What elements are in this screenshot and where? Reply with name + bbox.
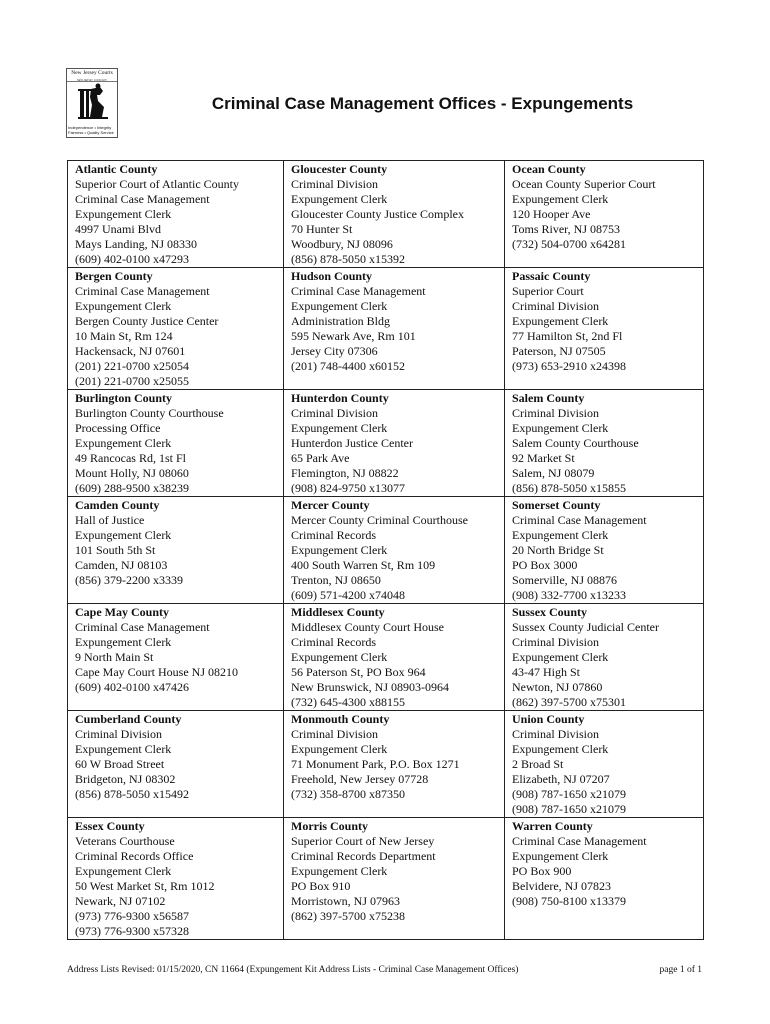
county-office-cell bbox=[505, 711, 704, 818]
office-address-line: 77 Hamilton St, 2nd Fl bbox=[512, 329, 623, 343]
office-address-line: (856) 878-5050 x15855 bbox=[512, 481, 626, 495]
office-address-line: 43-47 High St bbox=[512, 665, 581, 679]
county-name: Cape May County bbox=[75, 605, 170, 619]
nj-courts-logo bbox=[66, 68, 118, 138]
county-office-cell bbox=[284, 711, 505, 818]
office-address-line: (201) 221-0700 x25055 bbox=[75, 374, 189, 388]
office-address-line: (973) 653-2910 x24398 bbox=[512, 359, 626, 373]
office-address-line: Expungement Clerk bbox=[291, 192, 388, 206]
county-name: Hunterdon County bbox=[291, 391, 389, 405]
county-name: Camden County bbox=[75, 498, 160, 512]
office-address-line: Criminal Division bbox=[291, 406, 378, 420]
office-address-line: Belvidere, NJ 07823 bbox=[512, 879, 611, 893]
office-address-line: Toms River, NJ 08753 bbox=[512, 222, 621, 236]
county-office-cell bbox=[68, 818, 284, 940]
office-address-line: 120 Hooper Ave bbox=[512, 207, 591, 221]
county-name: Somerset County bbox=[512, 498, 601, 512]
office-address-line: 60 W Broad Street bbox=[75, 757, 165, 771]
county-office-cell bbox=[68, 268, 284, 390]
office-address-line: Expungement Clerk bbox=[512, 650, 609, 664]
office-address-line: Expungement Clerk bbox=[291, 742, 388, 756]
office-address-line: (862) 397-5700 x75238 bbox=[291, 909, 405, 923]
county-name: Gloucester County bbox=[291, 162, 388, 176]
office-address-line: Criminal Division bbox=[291, 177, 378, 191]
office-address-line: Criminal Case Management bbox=[291, 284, 426, 298]
county-office-cell bbox=[505, 604, 704, 711]
county-office-cell bbox=[68, 390, 284, 497]
county-name: Atlantic County bbox=[75, 162, 158, 176]
table-row bbox=[68, 497, 704, 604]
office-address-line: 10 Main St, Rm 124 bbox=[75, 329, 173, 343]
office-address-line: 92 Market St bbox=[512, 451, 575, 465]
office-address-line: Criminal Division bbox=[512, 406, 599, 420]
office-address-line: 9 North Main St bbox=[75, 650, 154, 664]
office-address-line: Expungement Clerk bbox=[291, 864, 388, 878]
office-address-line: Newark, NJ 07102 bbox=[75, 894, 166, 908]
county-name: Ocean County bbox=[512, 162, 586, 176]
office-address-line: Mays Landing, NJ 08330 bbox=[75, 237, 197, 251]
logo-motto-line-1: Independence • Integrity bbox=[68, 125, 112, 130]
office-address-line: (856) 379-2200 x3339 bbox=[75, 573, 183, 587]
office-address-line: Sussex County Judicial Center bbox=[512, 620, 659, 634]
office-address-line: Expungement Clerk bbox=[291, 299, 388, 313]
office-address-line: Morristown, NJ 07963 bbox=[291, 894, 401, 908]
office-address-line: Criminal Case Management bbox=[75, 284, 210, 298]
office-address-line: (201) 221-0700 x25054 bbox=[75, 359, 189, 373]
office-address-line: Expungement Clerk bbox=[75, 742, 172, 756]
office-address-line: Burlington County Courthouse bbox=[75, 406, 224, 420]
office-address-line: 4997 Unami Blvd bbox=[75, 222, 161, 236]
office-address-line: Criminal Records bbox=[291, 528, 376, 542]
office-address-line: 101 South 5th St bbox=[75, 543, 156, 557]
office-address-line: Criminal Case Management bbox=[75, 620, 210, 634]
table-row bbox=[68, 711, 704, 818]
office-address-line: Expungement Clerk bbox=[512, 528, 609, 542]
office-address-line: PO Box 910 bbox=[291, 879, 351, 893]
office-address-line: Criminal Records bbox=[291, 635, 376, 649]
office-address-line: (609) 402-0100 x47293 bbox=[75, 252, 189, 266]
office-address-line: Expungement Clerk bbox=[291, 650, 388, 664]
county-name: Salem County bbox=[512, 391, 585, 405]
office-address-line: Bridgeton, NJ 08302 bbox=[75, 772, 176, 786]
office-address-line: Veterans Courthouse bbox=[75, 834, 175, 848]
county-name: Burlington County bbox=[75, 391, 173, 405]
office-address-line: Salem, NJ 08079 bbox=[512, 466, 595, 480]
office-address-line: Criminal Records Department bbox=[291, 849, 436, 863]
offices-table-body bbox=[68, 161, 704, 940]
county-office-cell bbox=[505, 818, 704, 940]
office-address-line: Mount Holly, NJ 08060 bbox=[75, 466, 189, 480]
county-office-cell bbox=[505, 497, 704, 604]
office-address-line: Criminal Case Management bbox=[512, 513, 647, 527]
office-address-line: Processing Office bbox=[75, 421, 161, 435]
office-address-line: Expungement Clerk bbox=[75, 528, 172, 542]
office-address-line: (908) 332-7700 x13233 bbox=[512, 588, 626, 602]
office-address-line: Expungement Clerk bbox=[75, 207, 172, 221]
county-office-cell bbox=[284, 390, 505, 497]
office-address-line: Newton, NJ 07860 bbox=[512, 680, 603, 694]
county-name: Union County bbox=[512, 712, 585, 726]
office-address-line: (201) 748-4400 x60152 bbox=[291, 359, 405, 373]
office-address-line: New Brunswick, NJ 08903-0964 bbox=[291, 680, 449, 694]
footer-revision-note: Address Lists Revised: 01/15/2020, CN 11664 (Expungement Kit Address Lists - Criminal Case Management Offices) bbox=[67, 965, 519, 975]
office-address-line: Expungement Clerk bbox=[512, 742, 609, 756]
county-office-cell bbox=[505, 161, 704, 268]
office-address-line: Superior Court of New Jersey bbox=[291, 834, 435, 848]
office-address-line: Expungement Clerk bbox=[512, 314, 609, 328]
county-office-cell bbox=[505, 390, 704, 497]
office-address-line: Expungement Clerk bbox=[75, 635, 172, 649]
logo-top-text: New Jersey Courts bbox=[67, 69, 117, 82]
office-address-line: Criminal Case Management bbox=[512, 834, 647, 848]
county-office-cell bbox=[284, 818, 505, 940]
office-address-line: Elizabeth, NJ 07207 bbox=[512, 772, 610, 786]
office-address-line: (609) 571-4200 x74048 bbox=[291, 588, 405, 602]
county-name: Morris County bbox=[291, 819, 368, 833]
office-address-line: 70 Hunter St bbox=[291, 222, 353, 236]
office-address-line: Gloucester County Justice Complex bbox=[291, 207, 464, 221]
table-row bbox=[68, 818, 704, 940]
office-address-line: Criminal Case Management bbox=[75, 192, 210, 206]
office-address-line: Camden, NJ 08103 bbox=[75, 558, 168, 572]
office-address-line: (908) 787-1650 x21079 bbox=[512, 787, 626, 801]
office-address-line: Expungement Clerk bbox=[75, 436, 172, 450]
table-row bbox=[68, 390, 704, 497]
office-address-line: 400 South Warren St, Rm 109 bbox=[291, 558, 436, 572]
office-address-line: Freehold, New Jersey 07728 bbox=[291, 772, 429, 786]
county-name: Middlesex County bbox=[291, 605, 385, 619]
county-office-cell bbox=[68, 604, 284, 711]
county-office-cell bbox=[284, 497, 505, 604]
county-name: Cumberland County bbox=[75, 712, 182, 726]
office-address-line: Hall of Justice bbox=[75, 513, 145, 527]
office-address-line: Expungement Clerk bbox=[512, 192, 609, 206]
office-address-line: PO Box 900 bbox=[512, 864, 572, 878]
office-address-line: (908) 750-8100 x13379 bbox=[512, 894, 626, 908]
office-address-line: (862) 397-5700 x75301 bbox=[512, 695, 626, 709]
table-row bbox=[68, 161, 704, 268]
office-address-line: 2 Broad St bbox=[512, 757, 564, 771]
office-address-line: (973) 776-9300 x57328 bbox=[75, 924, 189, 938]
office-address-line: 50 West Market St, Rm 1012 bbox=[75, 879, 215, 893]
office-address-line: (609) 288-9500 x38239 bbox=[75, 481, 189, 495]
office-address-line: 20 North Bridge St bbox=[512, 543, 604, 557]
county-name: Sussex County bbox=[512, 605, 588, 619]
county-name: Mercer County bbox=[291, 498, 370, 512]
county-office-cell bbox=[68, 161, 284, 268]
office-address-line: (609) 402-0100 x47426 bbox=[75, 680, 189, 694]
county-name: Essex County bbox=[75, 819, 145, 833]
logo-motto-line-2: Fairness • Quality Service bbox=[68, 130, 114, 135]
office-address-line: Jersey City 07306 bbox=[291, 344, 378, 358]
page-title: Criminal Case Management Offices - Expungements bbox=[211, 94, 634, 113]
office-address-line: (732) 358-8700 x87350 bbox=[291, 787, 405, 801]
county-office-cell bbox=[68, 711, 284, 818]
logo-sub-text: NEW JERSEY JUDICIARY bbox=[76, 79, 108, 82]
office-address-line: Ocean County Superior Court bbox=[512, 177, 656, 191]
office-address-line: Trenton, NJ 08650 bbox=[291, 573, 381, 587]
office-address-line: Superior Court bbox=[512, 284, 584, 298]
office-address-line: (732) 645-4300 x88155 bbox=[291, 695, 405, 709]
office-address-line: 595 Newark Ave, Rm 101 bbox=[291, 329, 416, 343]
office-address-line: Expungement Clerk bbox=[75, 864, 172, 878]
office-address-line: Hunterdon Justice Center bbox=[291, 436, 413, 450]
county-office-cell bbox=[68, 497, 284, 604]
office-address-line: 49 Rancocas Rd, 1st Fl bbox=[75, 451, 186, 465]
office-address-line: Superior Court of Atlantic County bbox=[75, 177, 239, 191]
office-address-line: Somerville, NJ 08876 bbox=[512, 573, 617, 587]
footer-page-number: page 1 of 1 bbox=[659, 965, 702, 975]
office-address-line: Administration Bldg bbox=[291, 314, 390, 328]
office-address-line: Expungement Clerk bbox=[75, 299, 172, 313]
office-address-line: Criminal Division bbox=[75, 727, 162, 741]
county-office-cell bbox=[284, 268, 505, 390]
office-address-line: Expungement Clerk bbox=[291, 543, 388, 557]
county-office-cell bbox=[284, 161, 505, 268]
office-address-line: (732) 504-0700 x64281 bbox=[512, 237, 626, 251]
offices-table bbox=[67, 160, 704, 940]
office-address-line: (856) 878-5050 x15492 bbox=[75, 787, 189, 801]
county-name: Bergen County bbox=[75, 269, 153, 283]
office-address-line: Criminal Division bbox=[512, 727, 599, 741]
office-address-line: (908) 824-9750 x13077 bbox=[291, 481, 405, 495]
office-address-line: Paterson, NJ 07505 bbox=[512, 344, 606, 358]
office-address-line: Middlesex County Court House bbox=[291, 620, 444, 634]
office-address-line: Mercer County Criminal Courthouse bbox=[291, 513, 468, 527]
office-address-line: (908) 787-1650 x21079 bbox=[512, 802, 626, 816]
office-address-line: Expungement Clerk bbox=[291, 421, 388, 435]
office-address-line: Criminal Division bbox=[512, 635, 599, 649]
table-row bbox=[68, 268, 704, 390]
county-name: Hudson County bbox=[291, 269, 373, 283]
office-address-line: Criminal Division bbox=[512, 299, 599, 313]
county-name: Warren County bbox=[512, 819, 593, 833]
office-address-line: 65 Park Ave bbox=[291, 451, 350, 465]
office-address-line: Hackensack, NJ 07601 bbox=[75, 344, 186, 358]
office-address-line: Bergen County Justice Center bbox=[75, 314, 219, 328]
office-address-line: PO Box 3000 bbox=[512, 558, 578, 572]
county-office-cell bbox=[284, 604, 505, 711]
office-address-line: Expungement Clerk bbox=[512, 849, 609, 863]
office-address-line: Cape May Court House NJ 08210 bbox=[75, 665, 238, 679]
office-address-line: 71 Monument Park, P.O. Box 1271 bbox=[291, 757, 460, 771]
office-address-line: Flemington, NJ 08822 bbox=[291, 466, 399, 480]
office-address-line: (973) 776-9300 x56587 bbox=[75, 909, 189, 923]
office-address-line: 56 Paterson St, PO Box 964 bbox=[291, 665, 426, 679]
county-name: Monmouth County bbox=[291, 712, 390, 726]
county-name: Passaic County bbox=[512, 269, 591, 283]
table-row bbox=[68, 604, 704, 711]
office-address-line: Woodbury, NJ 08096 bbox=[291, 237, 393, 251]
lady-justice-icon bbox=[76, 83, 110, 121]
office-address-line: Criminal Records Office bbox=[75, 849, 194, 863]
county-office-cell bbox=[505, 268, 704, 390]
office-address-line: Salem County Courthouse bbox=[512, 436, 639, 450]
office-address-line: Criminal Division bbox=[291, 727, 378, 741]
office-address-line: (856) 878-5050 x15392 bbox=[291, 252, 405, 266]
office-address-line: Expungement Clerk bbox=[512, 421, 609, 435]
